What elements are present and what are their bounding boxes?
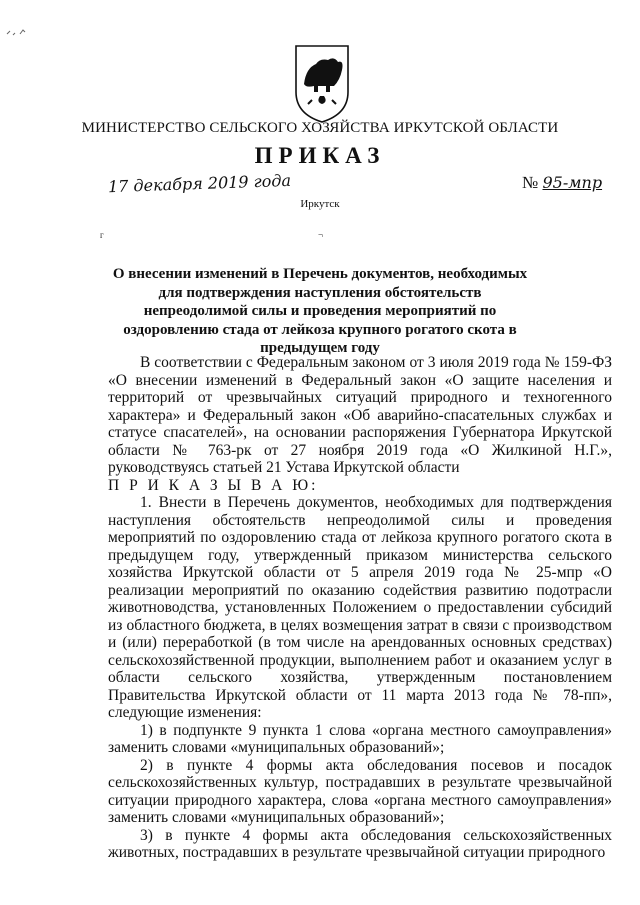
subpoint-3: 3) в пункте 4 формы акта обследования сельскохозяйственных животных, пострадавших в результате чрезвычайной ситуации природного — [108, 826, 612, 861]
subpoint-2: 2) в пункте 4 формы акта обследования посевов и посадок сельскохозяйственных культур, пострадавших в результате чрезвычайной ситуации природного характера, слова «органа местного самоуправления» заменить словами «муниципальных образований»; — [108, 756, 612, 826]
document-type: ПРИКАЗ — [254, 143, 386, 168]
subpoint-1: 1) в подпункте 9 пункта 1 слова «органа местного самоуправления» заменить словами «муниципальных образований»; — [108, 721, 612, 756]
document-heading: О внесении изменений в Перечень документов, необходимых для подтверждения наступления обстоятельств непреодолимой силы и проведения мероприятий по оздоровлению стада от лейкоза крупного рогатого скота в предыдущем году — [112, 266, 528, 356]
corner-mark-right: ¬ — [318, 230, 324, 240]
order-number — [522, 173, 602, 193]
document-body — [108, 354, 612, 862]
intro-paragraph: В соответствии с Федеральным законом от 3 июля 2019 года № 159-ФЗ «О внесении изменений в Федеральный закон «О защите населения и территорий от чрезвычайных ситуаций природного и техногенного характера» и Федеральный закон «Об аварийно-спасательных службах и статусе спасателей», на основании распоряжения Губернатора Иркутской области № 763-рк от 27 ноября 2019 года «О Жилкиной Н.Г.», руководствуясь статьей 21 Устава Иркутской области — [108, 354, 612, 476]
point-1: 1. Внести в Перечень документов, необходимых для подтверждения наступления обстоятельств непреодолимой силы и проведения мероприятий по оздоровлению стада от лейкоза крупного рогатого скота в предыдущем году, утвержденный приказом министерства сельского хозяйства Иркутской области от 5 апреля 2019 года № 25-мпр «О реализации мероприятий по оказанию содействия развитию подотрасли животноводства, установленных Положением о предоставлении субсидий из областного бюджета, в целях возмещения затрат в связи с производством и (или) переработкой (в том числе на арендованных основных средствах) сельскохозяйственной продукции, выполнением работ и оказанием услуг в области сельского хозяйства, утвержденным постановлением Правительства Иркутской области от 11 марта 2013 года № 78-пп», следующие изменения: — [108, 494, 612, 721]
corner-mark-left: г — [100, 230, 104, 240]
order-word: П Р И К А З Ы В А Ю: — [108, 476, 319, 494]
handwritten-number: 95-мпр — [542, 173, 603, 192]
margin-scribble — [6, 26, 32, 40]
ministry-name: МИНИСТЕРСТВО СЕЛЬСКОГО ХОЗЯЙСТВА ИРКУТСКОЙ ОБЛАСТИ — [81, 120, 559, 136]
handwritten-date: 17 декабря 2019 года — [107, 170, 292, 197]
city-name: Иркутск — [300, 198, 340, 210]
coat-of-arms-icon — [290, 40, 354, 124]
number-sign: № — [522, 173, 539, 192]
